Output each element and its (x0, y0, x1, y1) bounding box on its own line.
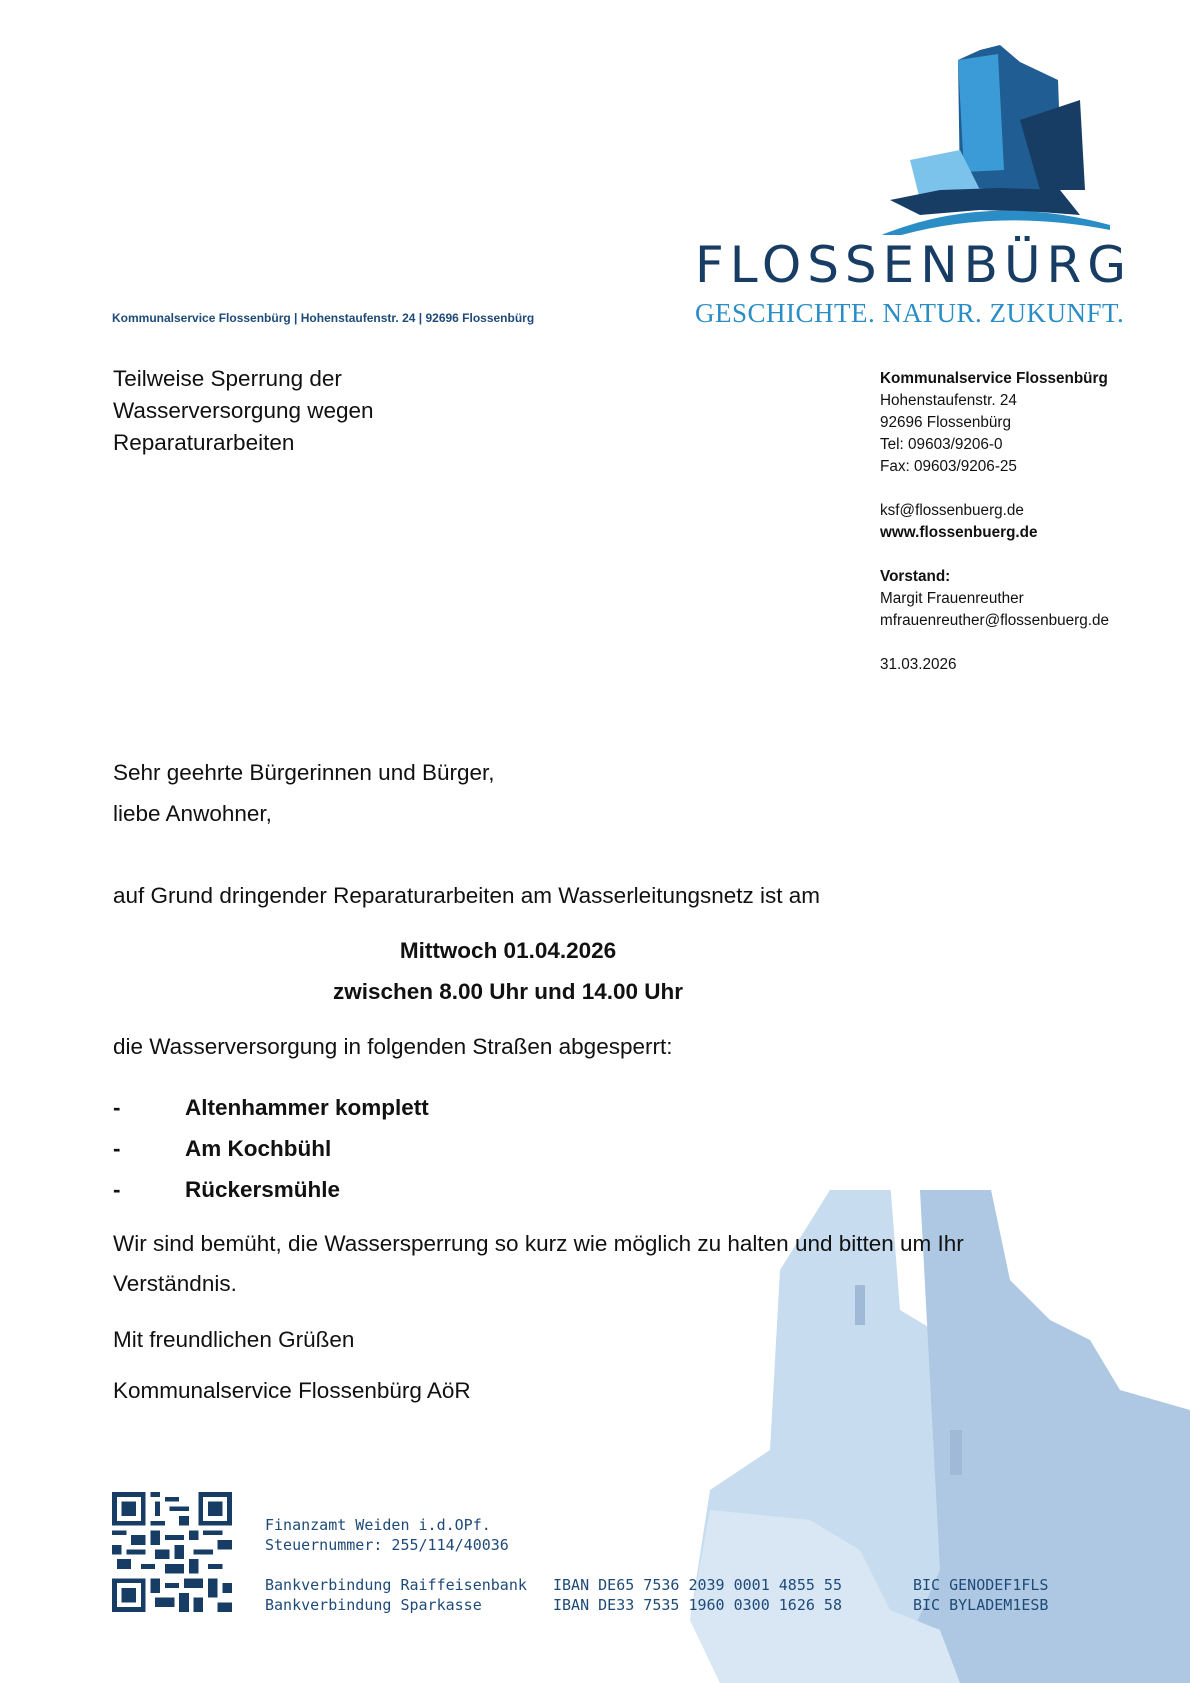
qr-code-icon[interactable] (112, 1492, 232, 1612)
info-board-label: Vorstand: (880, 568, 951, 585)
iban: IBAN DE33 7535 1960 0300 1626 58 (553, 1596, 842, 1614)
contact-info-block (880, 368, 1109, 676)
salutation: liebe Anwohner, (113, 801, 272, 826)
signature: Kommunalservice Flossenbürg AöR (113, 1378, 471, 1403)
logo-wordmark: FLOSSENBÜRG (695, 236, 1133, 294)
footer-iban (553, 1575, 842, 1615)
closure-time: zwischen 8.00 Uhr und 14.00 Uhr (332, 979, 684, 1004)
closing-text: Wir sind bemüht, die Wassersperrung so kurz wie möglich zu halten und bitten um Ihr (113, 1231, 964, 1256)
info-fax: Fax: 09603/9206-25 (880, 458, 1017, 475)
sender-address-line: Kommunalservice Flossenbürg | Hohenstaufenstr. 24 | 92696 Flossenbürg (112, 311, 535, 325)
intro-text: auf Grund dringender Reparaturarbeiten am Wasserleitungsnetz ist am (113, 883, 821, 908)
tax-number: Steuernummer: 255/114/40036 (265, 1536, 509, 1554)
info-board-name: Margit Frauenreuther (880, 590, 1024, 607)
bank-name: Bankverbindung Raiffeisenbank (265, 1576, 527, 1594)
letter-subject (113, 363, 493, 459)
street-name: Rückersmühle (185, 1177, 341, 1202)
list-dash: - (113, 1095, 121, 1120)
streets-intro: die Wasserversorgung in folgenden Straßen abgesperrt: (113, 1034, 673, 1059)
footer-tax-info (265, 1515, 509, 1555)
list-item (113, 1087, 1063, 1128)
info-city: 92696 Flossenbürg (880, 414, 1011, 431)
info-organization: Kommunalservice Flossenbürg (880, 370, 1108, 387)
footer-bic (913, 1575, 1048, 1615)
iban: IBAN DE65 7536 2039 0001 4855 55 (553, 1576, 842, 1594)
street-name: Am Kochbühl (185, 1136, 332, 1161)
salutation: Sehr geehrte Bürgerinnen und Bürger, (113, 760, 495, 785)
logo-tagline: GESCHICHTE. NATUR. ZUKUNFT. (695, 298, 1125, 328)
bank-name: Bankverbindung Sparkasse (265, 1596, 482, 1614)
subject-line: Reparaturarbeiten (113, 430, 295, 455)
list-dash: - (113, 1177, 121, 1202)
letter-date: 31.03.2026 (880, 656, 957, 673)
street-name: Altenhammer komplett (185, 1095, 429, 1120)
bic: BIC GENODEF1FLS (913, 1576, 1049, 1594)
subject-line: Teilweise Sperrung der (113, 366, 342, 391)
greeting: Mit freundlichen Grüßen (113, 1327, 355, 1352)
footer-bank-names (265, 1575, 527, 1615)
street-list (113, 1087, 1063, 1210)
tax-office: Finanzamt Weiden i.d.OPf. (265, 1516, 491, 1534)
info-board-email-link[interactable]: mfrauenreuther@flossenbuerg.de (880, 612, 1109, 629)
list-item (113, 1169, 1063, 1210)
subject-line: Wasserversorgung wegen (113, 398, 374, 423)
closure-date: Mittwoch 01.04.2026 (399, 938, 617, 963)
castle-logo-icon (880, 40, 1110, 235)
closing-text: Verständnis. (113, 1271, 237, 1296)
list-dash: - (113, 1136, 121, 1161)
info-phone: Tel: 09603/9206-0 (880, 436, 1003, 453)
info-email-link[interactable]: ksf@flossenbuerg.de (880, 502, 1024, 519)
info-street: Hohenstaufenstr. 24 (880, 392, 1017, 409)
info-website-link[interactable]: www.flossenbuerg.de (880, 524, 1038, 541)
list-item (113, 1128, 1063, 1169)
bic: BIC BYLADEM1ESB (913, 1596, 1049, 1614)
letter-body (113, 752, 1063, 1411)
